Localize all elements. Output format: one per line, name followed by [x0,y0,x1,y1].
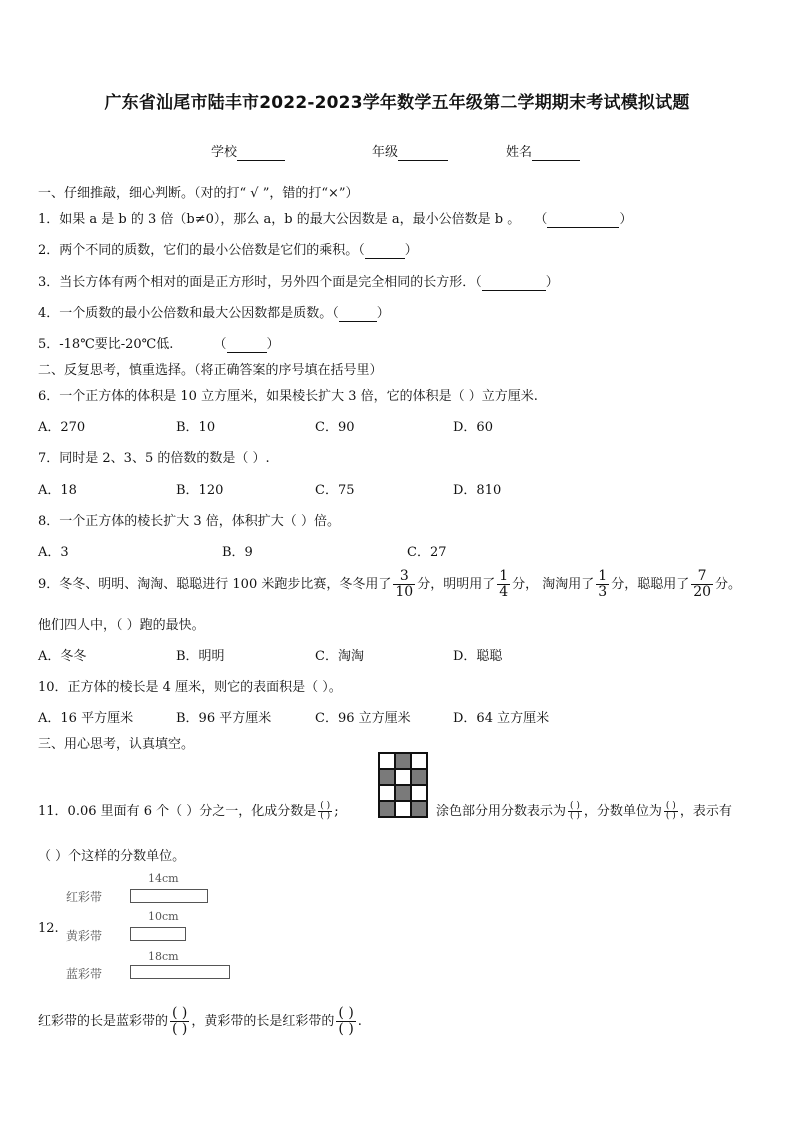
grid-cell-shaded [395,785,411,801]
grid-cell-shaded [411,801,427,817]
question-11-semicolon: ; [334,804,339,819]
question-1-text: 1．如果 a 是 b 的 3 倍（b≠0），那么 a，b 的最大公因数是 a，最小公倍数是 b 。 [38,212,521,227]
grid-cell [411,753,427,769]
school-label: 学校 [211,145,238,160]
grid-cell-shaded [411,769,427,785]
blue-ribbon-measure: 18cm [148,950,179,963]
question-3 [38,271,559,291]
fraction-3-10: $\frac{3}{10}$ [395,568,414,600]
fraction-7-20: $\frac{7}{20}$ [693,568,712,600]
question-5-text: 5．-18℃要比-20℃低. [38,337,174,352]
question-8-option-b[interactable]: B．9 [222,545,253,560]
question-12-number: 12. [38,921,59,936]
fraction-blank-d[interactable]: $\frac{( )}{( )}$ [172,1005,188,1037]
question-9 [38,565,741,605]
blue-ribbon-bar [130,965,230,979]
question-10-option-c[interactable]: C．96 立方厘米 [315,711,411,726]
grid-cell [395,801,411,817]
question-10-option-b[interactable]: B．96 平方厘米 [176,711,272,726]
question-8-option-c[interactable]: C．27 [407,545,447,560]
question-5-answer[interactable] [227,337,267,353]
question-11-part3: ，分数单位为 [583,804,662,819]
grade-blank[interactable] [398,145,448,161]
question-12-sentence [38,1001,362,1043]
question-9-option-b[interactable]: B．明明 [176,649,225,664]
question-7-option-d[interactable]: D．810 [453,483,502,498]
question-2-text: 2．两个不同的质数，它们的最小公倍数是它们的乘积。（ [38,243,365,258]
section-2-heading: 二、反复思考，慎重选择。（将正确答案的序号填在括号里） [38,363,383,378]
question-6-option-d[interactable]: D．60 [453,420,493,435]
question-9-option-c[interactable]: C．淘淘 [315,649,364,664]
question-10-text: 10．正方体的棱长是 4 厘米，则它的表面积是（ ）。 [38,680,342,695]
question-7-option-b[interactable]: B．120 [176,483,224,498]
question-11-line2: （ ）个这样的分数单位。 [38,849,186,864]
yellow-ribbon-label: 黄彩带 [66,929,103,943]
question-7-option-a[interactable]: A．18 [38,483,77,498]
question-9-option-d[interactable]: D．聪聪 [453,649,503,664]
question-1-close-paren: ） [619,212,633,227]
grid-cell [379,753,395,769]
question-11-part4: ，表示有 [679,804,732,819]
question-2-close-paren: ） [404,243,418,258]
question-4-text: 4．一个质数的最小公倍数和最大公因数都是质数。（ [38,306,339,321]
name-blank[interactable] [532,145,580,161]
red-ribbon-label: 红彩带 [66,890,103,904]
question-9-option-a[interactable]: A．冬冬 [38,649,87,664]
grid-cell [379,785,395,801]
question-7-text: 7．同时是 2、3、5 的倍数的数是（ ）. [38,451,270,466]
question-11-part2-line [436,796,732,828]
section-3-heading: 三、用心思考，认真填空。 [38,737,195,752]
question-6-option-c[interactable]: C．90 [315,420,355,435]
question-10-option-d[interactable]: D．64 立方厘米 [453,711,550,726]
name-field [506,141,580,161]
question-9-part1: 9．冬冬、明明、淘淘、聪聪进行 100 米跑步比赛，冬冬用了 [38,577,392,592]
yellow-ribbon-measure: 10cm [148,910,179,923]
fraction-blank-c[interactable]: $\frac{( )}{( )}$ [665,800,676,821]
yellow-ribbon-bar [130,927,186,941]
name-label: 姓名 [506,145,533,160]
question-3-answer[interactable] [482,275,546,291]
question-1-answer[interactable] [547,212,619,228]
page-title: 广东省汕尾市陆丰市2022-2023学年数学五年级第二学期期末考试模拟试题 [104,93,690,113]
grid-cell-shaded [379,769,395,785]
question-12-sentence3: . [357,1014,362,1029]
shaded-grid-figure [378,752,428,818]
grid-cell-shaded [395,753,411,769]
school-blank[interactable] [237,145,285,161]
grade-field [372,141,448,161]
question-9-part3: 分， 淘淘用了 [512,577,595,592]
question-10-option-a[interactable]: A．16 平方厘米 [38,711,134,726]
question-4 [38,302,390,322]
question-9-part5: 分。 [715,577,742,592]
question-1-open-paren: （ [534,212,548,227]
red-ribbon-bar [130,889,208,903]
question-9-line2: 他们四人中，（ ）跑的最快。 [38,618,205,633]
school-field [211,141,285,161]
grid-cell-shaded [379,801,395,817]
blue-ribbon-label: 蓝彩带 [66,967,103,981]
question-11-part1: 11．0.06 里面有 6 个（ ）分之一，化成分数是 [38,804,317,819]
question-12-sentence2: ，黄彩带的长是红彩带的 [191,1014,335,1029]
question-4-close-paren: ） [376,306,390,321]
question-8-text: 8．一个正方体的棱长扩大 3 倍，体积扩大（ ）倍。 [38,514,340,529]
fraction-1-3: $\frac{1}{3}$ [598,568,608,600]
fraction-blank-a[interactable]: $\frac{( )}{( )}$ [320,800,331,821]
question-11-part2: 涂色部分用分数表示为 [436,804,567,819]
question-5-open-paren: （ [213,337,227,352]
question-5-close-paren: ） [266,337,280,352]
section-1-heading: 一、仔细推敲，细心判断。（对的打“ √ ”，错的打“×”） [38,186,359,201]
fraction-blank-b[interactable]: $\frac{( )}{( )}$ [570,800,580,821]
question-3-text: 3．当长方体有两个相对的面是正方形时，另外四个面是完全相同的长方形．（ [38,275,482,290]
question-7-option-c[interactable]: C．75 [315,483,355,498]
question-6-option-a[interactable]: A．270 [38,420,86,435]
grid-cell [395,769,411,785]
question-6-option-b[interactable]: B．10 [176,420,216,435]
grid-cell [411,785,427,801]
red-ribbon-measure: 14cm [148,872,179,885]
fraction-1-4: $\frac{1}{4}$ [499,568,509,600]
question-1 [38,208,632,228]
grade-label: 年级 [372,145,399,160]
question-2-answer[interactable] [365,243,405,259]
question-4-answer[interactable] [339,306,377,322]
question-9-part4: 分，聪聪用了 [611,577,690,592]
question-8-option-a[interactable]: A．3 [38,545,69,560]
question-6-text: 6．一个正方体的体积是 10 立方厘米，如果棱长扩大 3 倍，它的体积是（ ）立方厘米. [38,389,538,404]
question-9-part2: 分，明明用了 [417,577,496,592]
question-12-sentence1: 红彩带的长是蓝彩带的 [38,1014,169,1029]
question-2 [38,239,418,259]
question-5 [38,333,280,353]
question-3-close-paren: ） [545,275,559,290]
question-11-part1-line [38,796,339,828]
fraction-blank-e[interactable]: $\frac{( )}{( )}$ [338,1005,354,1037]
